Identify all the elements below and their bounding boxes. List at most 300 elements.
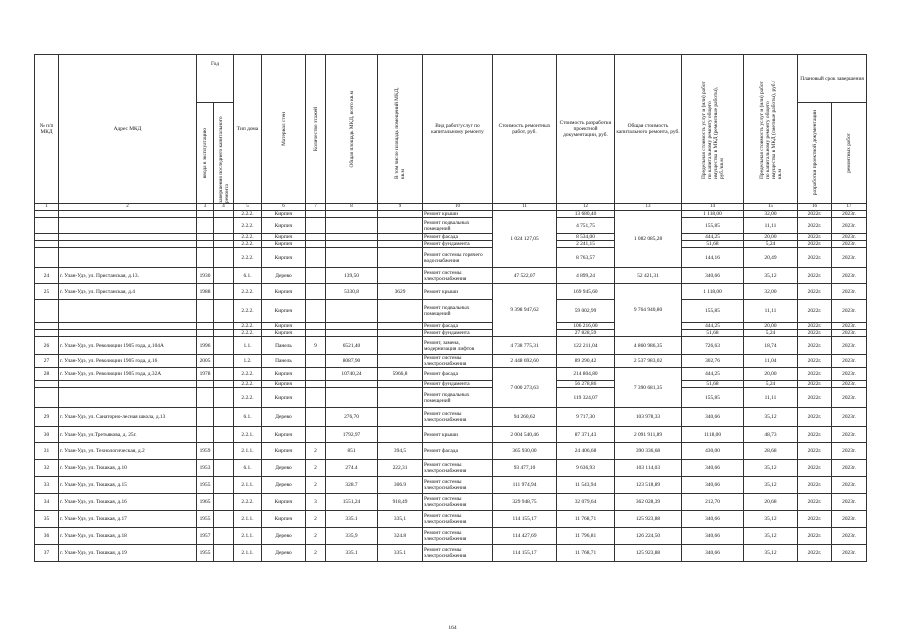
- row-number: [35, 211, 59, 218]
- header-wall-material: [262, 55, 306, 204]
- total-area-cell: [326, 241, 378, 248]
- house-type-cell: 2.2.2.: [234, 388, 262, 408]
- address-cell: [59, 241, 197, 248]
- table-row: [35, 330, 867, 337]
- limit-unit-cost-cell: 1118,00: [682, 427, 744, 443]
- total-cost-cell: 390 336,68: [615, 443, 682, 460]
- work-type-cell: Ремонт системы электроснабжения: [423, 477, 493, 494]
- total-cost-cell: 103 978,33: [615, 408, 682, 427]
- address-cell: [59, 218, 197, 234]
- year-repair-cell: [214, 545, 234, 562]
- house-type-cell: 2.2.2.: [234, 323, 262, 330]
- work-type-cell: Ремонт фундамента: [423, 330, 493, 337]
- column-number: 11: [493, 204, 557, 211]
- floors-cell: [306, 381, 326, 388]
- row-number: 35: [35, 511, 59, 528]
- works-cost-cell: 329 948,75: [493, 494, 557, 511]
- total-cost-cell: 126 224,50: [615, 528, 682, 545]
- residential-area-cell: [378, 337, 423, 355]
- header-total-cost: Общая стоимость капитального ремонта, руб.: [615, 55, 682, 204]
- residential-area-cell: 3629: [378, 284, 423, 300]
- total-area-cell: [326, 248, 378, 268]
- wall-material-cell: Дерево: [262, 408, 306, 427]
- table-row: [35, 381, 867, 388]
- total-cost-cell: 1 082 085,28: [615, 211, 682, 268]
- limit-cost-total-cell: 20,00: [744, 368, 798, 381]
- house-type-cell: 2.2.2.: [234, 218, 262, 234]
- wall-material-cell: Дерево: [262, 477, 306, 494]
- header-total-area: [326, 55, 378, 204]
- floors-cell: 2: [306, 528, 326, 545]
- design-cost-cell: 56 278,86: [557, 381, 615, 388]
- limit-unit-cost-cell: 726,63: [682, 337, 744, 355]
- deadline-works-cell: 2023г.: [832, 337, 867, 355]
- total-area-cell: [326, 323, 378, 330]
- floors-cell: [306, 241, 326, 248]
- row-number: 34: [35, 494, 59, 511]
- year-repair-cell: [214, 368, 234, 381]
- total-area-cell: 1792,97: [326, 427, 378, 443]
- row-number: 37: [35, 545, 59, 562]
- deadline-design-cell: 2022г.: [798, 545, 832, 562]
- deadline-works-cell: 2023г.: [832, 268, 867, 284]
- residential-area-cell: [378, 427, 423, 443]
- row-number: 27: [35, 355, 59, 368]
- limit-unit-cost-cell: 155,85: [682, 388, 744, 408]
- header-year-last-repair: [214, 103, 234, 204]
- year-repair-cell: [214, 477, 234, 494]
- total-area-cell: [326, 234, 378, 241]
- limit-unit-cost-cell: 155,85: [682, 300, 744, 323]
- work-type-cell: Ремонт системы электроснабжения: [423, 408, 493, 427]
- total-area-cell: [326, 218, 378, 234]
- year-repair-cell: [214, 323, 234, 330]
- table-row: [35, 248, 867, 268]
- row-number: 24: [35, 268, 59, 284]
- row-number: [35, 234, 59, 241]
- work-type-cell: Ремонт системы электроснабжения: [423, 511, 493, 528]
- deadline-works-cell: 2023г.: [832, 443, 867, 460]
- deadline-works-cell: 2023г.: [832, 241, 867, 248]
- limit-unit-cost-cell: 340,66: [682, 408, 744, 427]
- design-cost-cell: 2 241,15: [557, 241, 615, 248]
- year-repair-cell: [214, 511, 234, 528]
- house-type-cell: 2.2.2.: [234, 494, 262, 511]
- row-number: [35, 381, 59, 388]
- total-area-cell: 8087,90: [326, 355, 378, 368]
- floors-cell: [306, 323, 326, 330]
- residential-area-cell: 918,49: [378, 494, 423, 511]
- total-area-cell: [326, 211, 378, 218]
- header-deadline-design-text: разработки проектной документации: [811, 110, 818, 196]
- wall-material-cell: Дерево: [262, 268, 306, 284]
- works-cost-cell: 114 427,69: [493, 528, 557, 545]
- total-cost-cell: 4 860 986,35: [615, 337, 682, 355]
- floors-cell: 2: [306, 477, 326, 494]
- deadline-design-cell: 2022г.: [798, 460, 832, 477]
- table-header: [35, 55, 867, 211]
- deadline-design-cell: 2022г.: [798, 218, 832, 234]
- floors-cell: [306, 300, 326, 323]
- total-area-cell: 6521,40: [326, 337, 378, 355]
- header-limit-unit-cost-text: Предельная стоимость услуг и (или) работ по капитальному ремонту общего имущества в МКД (ремонтные работы), руб./кв.м: [700, 81, 725, 179]
- column-number: 14: [682, 204, 744, 211]
- floors-cell: 2: [306, 443, 326, 460]
- total-area-cell: 335,9: [326, 528, 378, 545]
- works-cost-cell: 2 004 540,46: [493, 427, 557, 443]
- row-number: 26: [35, 337, 59, 355]
- wall-material-cell: Кирпич: [262, 284, 306, 300]
- deadline-works-cell: 2023г.: [832, 477, 867, 494]
- year-commission-cell: 1959: [197, 443, 214, 460]
- house-type-cell: 6.1.: [234, 460, 262, 477]
- works-cost-cell: 1 024 127,05: [493, 211, 557, 268]
- limit-cost-total-cell: 20,68: [744, 494, 798, 511]
- deadline-design-cell: 2022г.: [798, 511, 832, 528]
- table-row: [35, 460, 867, 477]
- row-number: [35, 323, 59, 330]
- row-number: 33: [35, 477, 59, 494]
- header-year-group: Год: [197, 55, 234, 103]
- header-year-commission: [197, 103, 214, 204]
- page-number: 164: [448, 625, 457, 631]
- floors-cell: 2: [306, 545, 326, 562]
- wall-material-cell: Кирпич: [262, 388, 306, 408]
- works-cost-cell: 47 522,07: [493, 268, 557, 284]
- design-cost-cell: 4 751,75: [557, 218, 615, 234]
- work-type-cell: Ремонт системы электроснабжения: [423, 545, 493, 562]
- total-cost-cell: 9 764 940,80: [615, 284, 682, 337]
- residential-area-cell: [378, 355, 423, 368]
- works-cost-cell: 114 155,17: [493, 545, 557, 562]
- limit-unit-cost-cell: 212,70: [682, 494, 744, 511]
- row-number: [35, 248, 59, 268]
- header-year-commission-text: ввода в эксплуатацию: [202, 127, 208, 179]
- year-repair-cell: [214, 241, 234, 248]
- address-cell: [59, 330, 197, 337]
- year-repair-cell: [214, 427, 234, 443]
- total-cost-cell: 2 537 983,02: [615, 355, 682, 368]
- row-number: 36: [35, 528, 59, 545]
- residential-area-cell: [378, 323, 423, 330]
- works-cost-cell: 4 738 775,31: [493, 337, 557, 355]
- row-number: 25: [35, 284, 59, 300]
- limit-cost-total-cell: 20,00: [744, 234, 798, 241]
- year-repair-cell: [214, 460, 234, 477]
- residential-area-cell: [378, 234, 423, 241]
- year-commission-cell: [197, 248, 214, 268]
- header-house-type: Тип дома: [234, 55, 262, 204]
- row-number: [35, 300, 59, 323]
- total-area-cell: [326, 300, 378, 323]
- column-number: 5: [234, 204, 262, 211]
- wall-material-cell: Кирпич: [262, 368, 306, 381]
- house-type-cell: 2.2.2.: [234, 234, 262, 241]
- limit-unit-cost-cell: 340,66: [682, 460, 744, 477]
- limit-cost-total-cell: 5,24: [744, 241, 798, 248]
- house-type-cell: 2.2.1.: [234, 427, 262, 443]
- deadline-works-cell: 2023г.: [832, 211, 867, 218]
- deadline-design-cell: 2022г.: [798, 268, 832, 284]
- house-type-cell: 2.2.2.: [234, 241, 262, 248]
- limit-unit-cost-cell: 302,76: [682, 355, 744, 368]
- column-number: 13: [615, 204, 682, 211]
- table-row: [35, 284, 867, 300]
- total-area-cell: 139,50: [326, 268, 378, 284]
- year-repair-cell: [214, 234, 234, 241]
- deadline-design-cell: 2022г.: [798, 381, 832, 388]
- deadline-design-cell: 2022г.: [798, 241, 832, 248]
- floors-cell: [306, 388, 326, 408]
- year-commission-cell: 1930: [197, 268, 214, 284]
- address-cell: г. Улан-Удэ, ул. Тюшкая, д.16: [59, 494, 197, 511]
- wall-material-cell: Кирпич: [262, 427, 306, 443]
- year-commission-cell: [197, 300, 214, 323]
- deadline-design-cell: 2022г.: [798, 427, 832, 443]
- address-cell: г. Улан-Удэ, ул. Тюшкая, д.19: [59, 545, 197, 562]
- header-works-cost: Стоимость ремонтных работ, руб.: [493, 55, 557, 204]
- design-cost-cell: 59 002,99: [557, 300, 615, 323]
- deadline-design-cell: 2022г.: [798, 477, 832, 494]
- header-works: Вид работ/услуг по капитальному ремонту: [423, 55, 493, 204]
- deadline-works-cell: 2023г.: [832, 234, 867, 241]
- work-type-cell: Ремонт крыши: [423, 427, 493, 443]
- column-number: 7: [306, 204, 326, 211]
- table-row: [35, 241, 867, 248]
- limit-unit-cost-cell: 51,68: [682, 381, 744, 388]
- residential-area-cell: [378, 300, 423, 323]
- limit-unit-cost-cell: 1 118,00: [682, 211, 744, 218]
- total-area-cell: 335.1: [326, 545, 378, 562]
- work-type-cell: Ремонт фасада: [423, 443, 493, 460]
- column-number: 16: [798, 204, 832, 211]
- house-type-cell: 1.2.: [234, 355, 262, 368]
- works-cost-cell: 9 398 947,62: [493, 284, 557, 337]
- table-row: [35, 528, 867, 545]
- year-repair-cell: [214, 528, 234, 545]
- total-cost-cell: 125 923,88: [615, 511, 682, 528]
- table-row: [35, 234, 867, 241]
- year-commission-cell: [197, 234, 214, 241]
- limit-cost-total-cell: 11,11: [744, 388, 798, 408]
- total-area-cell: 851: [326, 443, 378, 460]
- year-commission-cell: 1953: [197, 460, 214, 477]
- total-area-cell: [326, 330, 378, 337]
- address-cell: г. Улан-Удэ, ул. Тюшкая, д.18: [59, 528, 197, 545]
- wall-material-cell: Кирпич: [262, 323, 306, 330]
- header-deadline-design: [798, 103, 832, 204]
- table-row: [35, 211, 867, 218]
- limit-unit-cost-cell: 155,85: [682, 218, 744, 234]
- residential-area-cell: 335.1: [378, 545, 423, 562]
- design-cost-cell: 27 828,59: [557, 330, 615, 337]
- column-number: 9: [378, 204, 423, 211]
- limit-unit-cost-cell: 430,00: [682, 443, 744, 460]
- table-row: [35, 545, 867, 562]
- deadline-design-cell: 2022г.: [798, 355, 832, 368]
- deadline-design-cell: 2022г.: [798, 248, 832, 268]
- year-repair-cell: [214, 337, 234, 355]
- deadline-works-cell: 2023г.: [832, 368, 867, 381]
- design-cost-cell: 32 079,64: [557, 494, 615, 511]
- residential-area-cell: [378, 211, 423, 218]
- header-year-last-repair-text: завершения последнего капитального ремонта: [217, 116, 230, 203]
- address-cell: г. Улан-Удэ, ул. Санаторно-лесная школа, д.13: [59, 408, 197, 427]
- column-number: 8: [326, 204, 378, 211]
- year-commission-cell: 2005: [197, 355, 214, 368]
- limit-cost-total-cell: 35,12: [744, 477, 798, 494]
- wall-material-cell: Кирпич: [262, 241, 306, 248]
- limit-cost-total-cell: 28,68: [744, 443, 798, 460]
- deadline-works-cell: 2023г.: [832, 388, 867, 408]
- limit-cost-total-cell: 35,12: [744, 408, 798, 427]
- house-type-cell: 6.1.: [234, 408, 262, 427]
- address-cell: г. Улан-Удэ, ул. Тюшкая, д.10: [59, 460, 197, 477]
- work-type-cell: Ремонт системы электроснабжения: [423, 355, 493, 368]
- row-number: [35, 388, 59, 408]
- design-cost-cell: 13 680,40: [557, 211, 615, 218]
- floors-cell: [306, 368, 326, 381]
- limit-cost-total-cell: 35,12: [744, 545, 798, 562]
- deadline-works-cell: 2023г.: [832, 408, 867, 427]
- table-row: [35, 427, 867, 443]
- address-cell: [59, 211, 197, 218]
- total-area-cell: 276,70: [326, 408, 378, 427]
- year-repair-cell: [214, 443, 234, 460]
- year-commission-cell: 1957: [197, 528, 214, 545]
- limit-unit-cost-cell: 340,66: [682, 528, 744, 545]
- house-type-cell: 6.1.: [234, 268, 262, 284]
- floors-cell: 9: [306, 337, 326, 355]
- address-cell: [59, 248, 197, 268]
- year-repair-cell: [214, 388, 234, 408]
- design-cost-cell: 24 406,68: [557, 443, 615, 460]
- house-type-cell: 2.2.2.: [234, 368, 262, 381]
- works-cost-cell: 111 974,94: [493, 477, 557, 494]
- capital-repair-table: [34, 54, 867, 562]
- deadline-design-cell: 2022г.: [798, 494, 832, 511]
- row-number: 29: [35, 408, 59, 427]
- work-type-cell: Ремонт подвальных помещений: [423, 388, 493, 408]
- header-limit-cost-total-text: Предельная стоимость услуг и (или) работ по капитальному ремонту общего имущества в МКД (сметные работы), руб./кв.м: [758, 80, 783, 179]
- document-sheet: [34, 54, 866, 562]
- row-number: [35, 330, 59, 337]
- house-type-cell: 2.2.2.: [234, 330, 262, 337]
- table-row: [35, 268, 867, 284]
- work-type-cell: Ремонт подвальных помещений: [423, 300, 493, 323]
- design-cost-cell: 11 543,94: [557, 477, 615, 494]
- deadline-works-cell: 2023г.: [832, 284, 867, 300]
- wall-material-cell: Кирпич: [262, 330, 306, 337]
- residential-area-cell: [378, 218, 423, 234]
- house-type-cell: 2.2.2.: [234, 211, 262, 218]
- residential-area-cell: [378, 248, 423, 268]
- house-type-cell: 1.1.: [234, 337, 262, 355]
- limit-cost-total-cell: 11,11: [744, 218, 798, 234]
- deadline-design-cell: 2022г.: [798, 337, 832, 355]
- limit-unit-cost-cell: 444,25: [682, 368, 744, 381]
- year-commission-cell: 1955: [197, 545, 214, 562]
- limit-unit-cost-cell: 51,68: [682, 330, 744, 337]
- limit-cost-total-cell: 11,11: [744, 300, 798, 323]
- limit-unit-cost-cell: 51,68: [682, 241, 744, 248]
- deadline-works-cell: 2023г.: [832, 545, 867, 562]
- residential-area-cell: [378, 241, 423, 248]
- year-repair-cell: [214, 300, 234, 323]
- residential-area-cell: [378, 388, 423, 408]
- year-repair-cell: [214, 211, 234, 218]
- row-number: 32: [35, 460, 59, 477]
- table-row: [35, 337, 867, 355]
- year-repair-cell: [214, 268, 234, 284]
- deadline-design-cell: 2022г.: [798, 300, 832, 323]
- floors-cell: [306, 248, 326, 268]
- header-limit-unit-cost: [682, 55, 744, 204]
- address-cell: [59, 234, 197, 241]
- table-row: [35, 494, 867, 511]
- design-cost-cell: 214 804,80: [557, 368, 615, 381]
- column-number: 12: [557, 204, 615, 211]
- residential-area-cell: 5966,8: [378, 368, 423, 381]
- address-cell: г. Улан-Удэ, ул. Пристанская, д.4: [59, 284, 197, 300]
- deadline-works-cell: 2023г.: [832, 300, 867, 323]
- address-cell: г. Улан-Удэ, ул. Технологическая, д.2: [59, 443, 197, 460]
- year-commission-cell: [197, 381, 214, 388]
- row-number: [35, 241, 59, 248]
- address-cell: г. Улан-Удэ, ул. Тюшкая, д.17: [59, 511, 197, 528]
- column-number: 10: [423, 204, 493, 211]
- table-row: [35, 511, 867, 528]
- row-number: 30: [35, 427, 59, 443]
- total-area-cell: 328.7: [326, 477, 378, 494]
- total-cost-cell: 7 390 681,35: [615, 368, 682, 408]
- year-commission-cell: [197, 330, 214, 337]
- limit-unit-cost-cell: 340,66: [682, 268, 744, 284]
- house-type-cell: 2.1.1.: [234, 477, 262, 494]
- wall-material-cell: Дерево: [262, 528, 306, 545]
- table-body: [35, 211, 867, 562]
- year-commission-cell: [197, 427, 214, 443]
- year-commission-cell: [197, 218, 214, 234]
- column-number: 1: [35, 204, 59, 211]
- year-repair-cell: [214, 284, 234, 300]
- limit-cost-total-cell: 32,00: [744, 211, 798, 218]
- work-type-cell: Ремонт фундамента: [423, 241, 493, 248]
- residential-area-cell: [378, 268, 423, 284]
- total-cost-cell: 362 028,39: [615, 494, 682, 511]
- row-number: 28: [35, 368, 59, 381]
- year-commission-cell: 1965: [197, 494, 214, 511]
- works-cost-cell: 7 000 273,63: [493, 368, 557, 408]
- wall-material-cell: Дерево: [262, 460, 306, 477]
- wall-material-cell: Дерево: [262, 545, 306, 562]
- design-cost-cell: 106 216,00: [557, 323, 615, 330]
- limit-cost-total-cell: 48,73: [744, 427, 798, 443]
- year-commission-cell: 1988: [197, 284, 214, 300]
- total-cost-cell: 123 518,89: [615, 477, 682, 494]
- design-cost-cell: 87 371,43: [557, 427, 615, 443]
- address-cell: г. Улан-Удэ, ул. Революции 1905 года, д.32А: [59, 368, 197, 381]
- work-type-cell: Ремонт системы электроснабжения: [423, 494, 493, 511]
- total-cost-cell: 103 114,03: [615, 460, 682, 477]
- year-repair-cell: [214, 355, 234, 368]
- works-cost-cell: 114 155,17: [493, 511, 557, 528]
- work-type-cell: Ремонт фундамента: [423, 381, 493, 388]
- column-number: 17: [832, 204, 867, 211]
- design-cost-cell: 4 899,24: [557, 268, 615, 284]
- design-cost-cell: 9 717,30: [557, 408, 615, 427]
- row-number: 31: [35, 443, 59, 460]
